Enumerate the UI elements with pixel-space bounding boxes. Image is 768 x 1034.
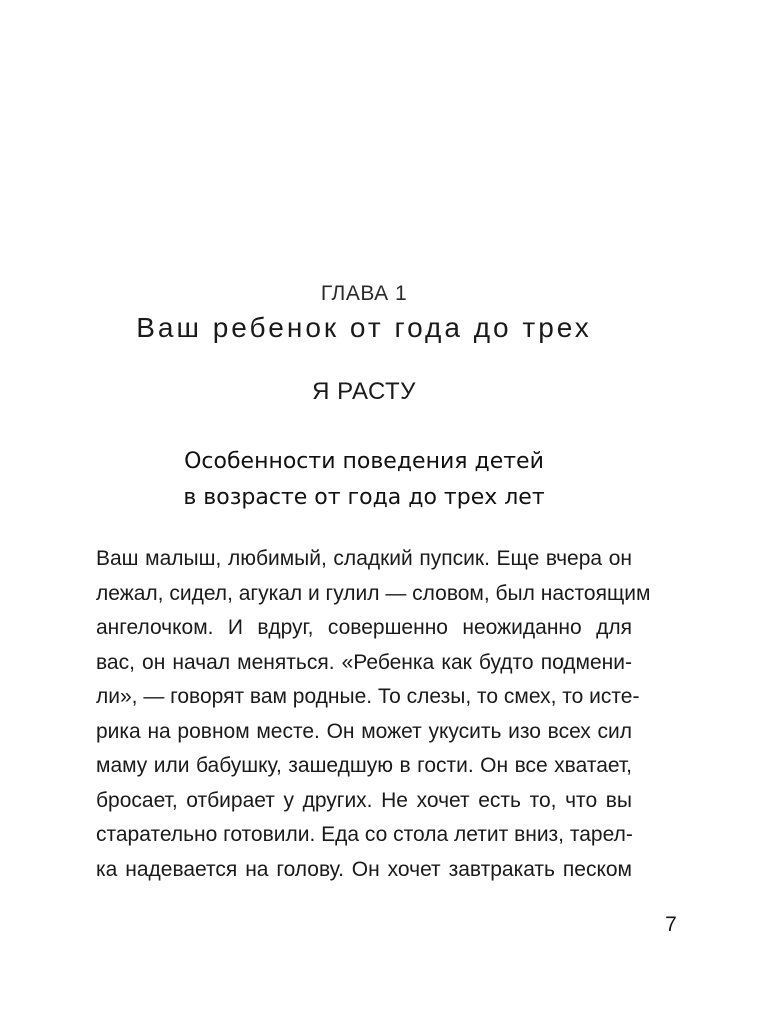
chapter-label: ГЛАВА 1: [320, 282, 408, 305]
body-line: ангелочком. И вдруг, совершенно неожиданно для: [96, 616, 632, 639]
body-line: маму или бабушку, зашедшую в гости. Он все хватает,: [96, 754, 632, 777]
chapter-title: Ваш ребенок от года до трех: [136, 312, 592, 343]
body-line: рика на ровном месте. Он может укусить изо всех сил: [96, 719, 632, 743]
section-title: Я РАСТУ: [312, 378, 416, 405]
body-line: ли», — говорят вам родные. То слезы, то смех, то исте-: [96, 685, 640, 708]
body-line: старательно готовили. Еда со стола летит вниз, тарел-: [96, 823, 633, 846]
body-line: ка надевается на голову. Он хочет завтракать песком: [96, 857, 632, 881]
page-number: 7: [665, 913, 677, 936]
subsection-title-line: в возрасте от года до трех лет: [183, 485, 545, 510]
body-line: лежал, сидел, агукал и гулил — словом, был настоящим: [96, 581, 651, 605]
subsection-title-line: Особенности поведения детей: [184, 449, 544, 474]
body-line: вас, он начал меняться. «Ребенка как будто подмени-: [96, 650, 632, 674]
body-line: бросает, отбирает у других. Не хочет есть то, что вы: [96, 788, 632, 812]
body-line: Ваш малыш, любимый, сладкий пупсик. Еще вчера он: [96, 547, 632, 570]
body-paragraph: [96, 542, 651, 887]
subsection-title: [0, 444, 728, 516]
